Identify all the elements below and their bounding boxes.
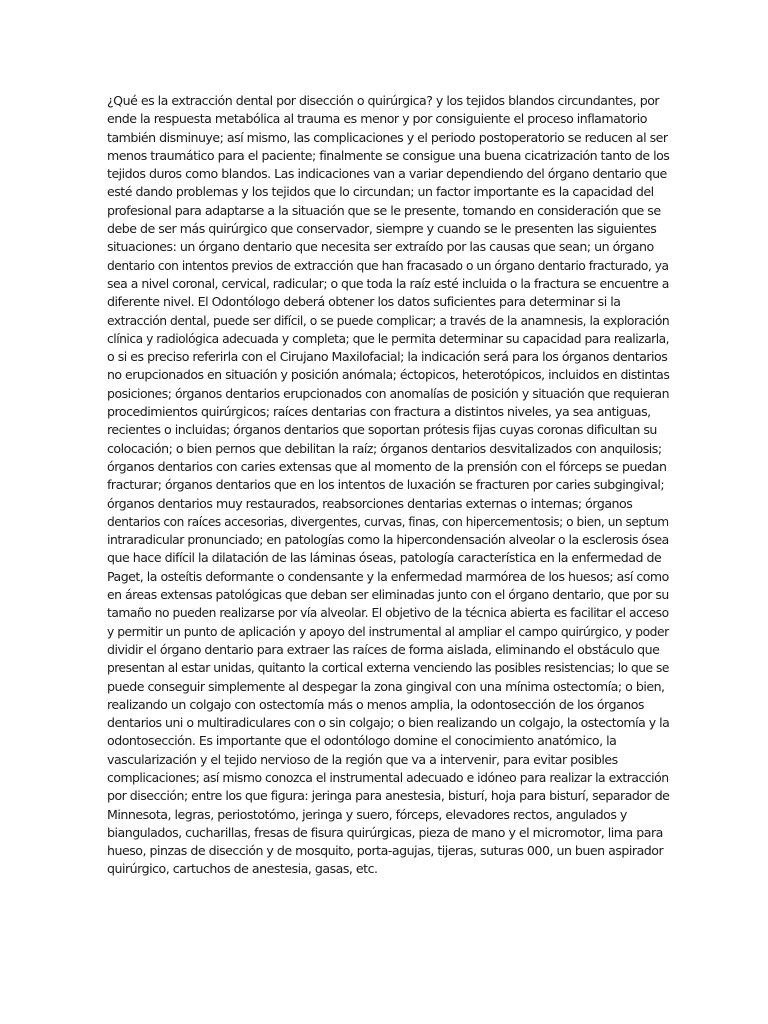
text-line: fracturar; órganos dentarios que en los intentos de luxación se fracturen por caries subgingival; [107,477,665,493]
text-line: posiciones; órganos dentarios erupcionados con anomalías de posición y situación que requieran [107,385,670,401]
text-line: clínica y radiológica adecuada y completa; que le permita determinar su capacidad para realizarla, [107,330,670,346]
text-line: órganos dentarios muy restaurados, reabsorciones dentarias externas o internas; órganos [107,495,633,511]
text-line: quirúrgico, cartuchos de anestesia, gasas, etc. [107,861,378,877]
text-line: en áreas extensas patológicas que deban ser eliminadas junto con el órgano dentario, que por su [107,587,669,603]
text-line: dividir el órgano dentario para extraer las raíces de forma aislada, eliminando el obstáculo que [107,641,660,657]
text-line: dentario con intentos previos de extracción que han fracasado o un órgano dentario fracturado, ya [107,257,669,273]
text-line: sea a nivel coronal, cervical, radicular; o que toda la raíz esté incluida o la fractura se encuentre a [107,275,669,291]
text-line: recientes o incluidas; órganos dentarios que soportan prótesis fijas cuyas coronas dificultan su [107,422,657,438]
text-line: colocación; o bien pernos que debilitan la raíz; órganos dentarios desvitalizados con anquilosis; [107,440,662,456]
text-line: presentan al estar unidas, quitanto la cortical externa venciendo las posibles resistencias; lo que se [107,660,669,676]
text-line: extracción dental, puede ser difícil, o se puede complicar; a través de la anamnesis, la exploración [107,312,670,328]
text-line: diferente nivel. El Odontólogo deberá obtener los datos suficientes para determinar si la [107,294,621,310]
text-line: dentarios con raíces accesorias, divergentes, curvas, finas, con hipercementosis; o bien, un septum [107,513,669,529]
text-line: órganos dentarios con caries extensas que al momento de la prensión con el fórceps se puedan [107,458,667,474]
text-line: Minnesota, legras, periostotómo, jeringa y suero, fórceps, elevadores rectos, angulados y [107,806,627,822]
text-line: menos traumático para el paciente; finalmente se consigue una buena cicatrización tanto de los [107,147,670,163]
text-line: ende la respuesta metabólica al trauma es menor y por consiguiente el proceso inflamatorio [107,111,647,127]
text-line: tamaño no pueden realizarse por vía alveolar. El objetivo de la técnica abierta es facilitar el acceso [107,605,669,621]
text-line: realizando un colgajo con ostectomía más o menos amplia, la odontosección de los órganos [107,696,644,712]
text-line: odontosección. Es importante que el odontólogo domine el conocimiento anatómico, la [107,733,617,749]
text-line: dentarios uni o multiradiculares con o sin colgajo; o bien realizando un colgajo, la ostectomía y la [107,715,670,731]
text-line: tejidos duros como blandos. Las indicaciones van a variar dependiendo del órgano dentario que [107,166,667,182]
text-line: debe de ser más quirúrgico que conservador, siempre y cuando se le presenten las siguientes [107,221,657,237]
text-line: hueso, pinzas de disección y de mosquito, porta-agujas, tijeras, suturas 000, un buen aspirador [107,843,664,859]
text-line: ¿Qué es la extracción dental por disección o quirúrgica? y los tejidos blandos circundantes, por [107,93,660,108]
text-line: que hace difícil la dilatación de las láminas óseas, patología característica en la enfermedad de [107,550,662,566]
text-line: intraradicular pronunciado; en patologías como la hipercondensación alveolar o la esclerosis ósea [107,532,669,548]
text-line: vascularización y el tejido nervioso de la región que va a intervenir, para evitar posibles [107,751,618,767]
text-line: y permitir un punto de aplicación y apoyo del instrumental al ampliar el campo quirúrgico, y poder [107,623,669,639]
body-paragraph [107,92,670,879]
text-line: procedimientos quirúrgicos; raíces dentarias con fractura a distintos niveles, ya sea antiguas, [107,404,651,420]
text-line: Paget, la osteítis deformante o condensante y la enfermedad marmórea de los huesos; así como [107,568,669,584]
text-line: profesional para adaptarse a la situación que se le presente, tomando en consideración que se [107,202,661,218]
text-line: complicaciones; así mismo conozca el instrumental adecuado e idóneo para realizar la extracción [107,769,669,785]
text-line: situaciones: un órgano dentario que necesita ser extraído por las causas que sean; un órgano [107,239,654,255]
text-line: esté dando problemas y los tejidos que lo circundan; un factor importante es la capacidad del [107,184,654,200]
text-line: o si es preciso referirla con el Cirujano Maxilofacial; la indicación será para los órganos dentarios [107,349,668,365]
text-line: también disminuye; así mismo, las complicaciones y el periodo postoperatorio se reducen al ser [107,129,668,145]
text-line: puede conseguir simplemente al despegar la zona gingival con una mínima ostectomía; o bien, [107,678,665,694]
text-line: por disección; entre los que figura: jeringa para anestesia, bisturí, hoja para bisturí, separador de [107,788,670,804]
text-line: biangulados, cucharillas, fresas de fisura quirúrgicas, pieza de mano y el micromotor, lima para [107,824,663,840]
text-line: no erupcionados en situación y posición anómala; éctopicos, heterotópicos, incluidos en distintas [107,367,670,383]
